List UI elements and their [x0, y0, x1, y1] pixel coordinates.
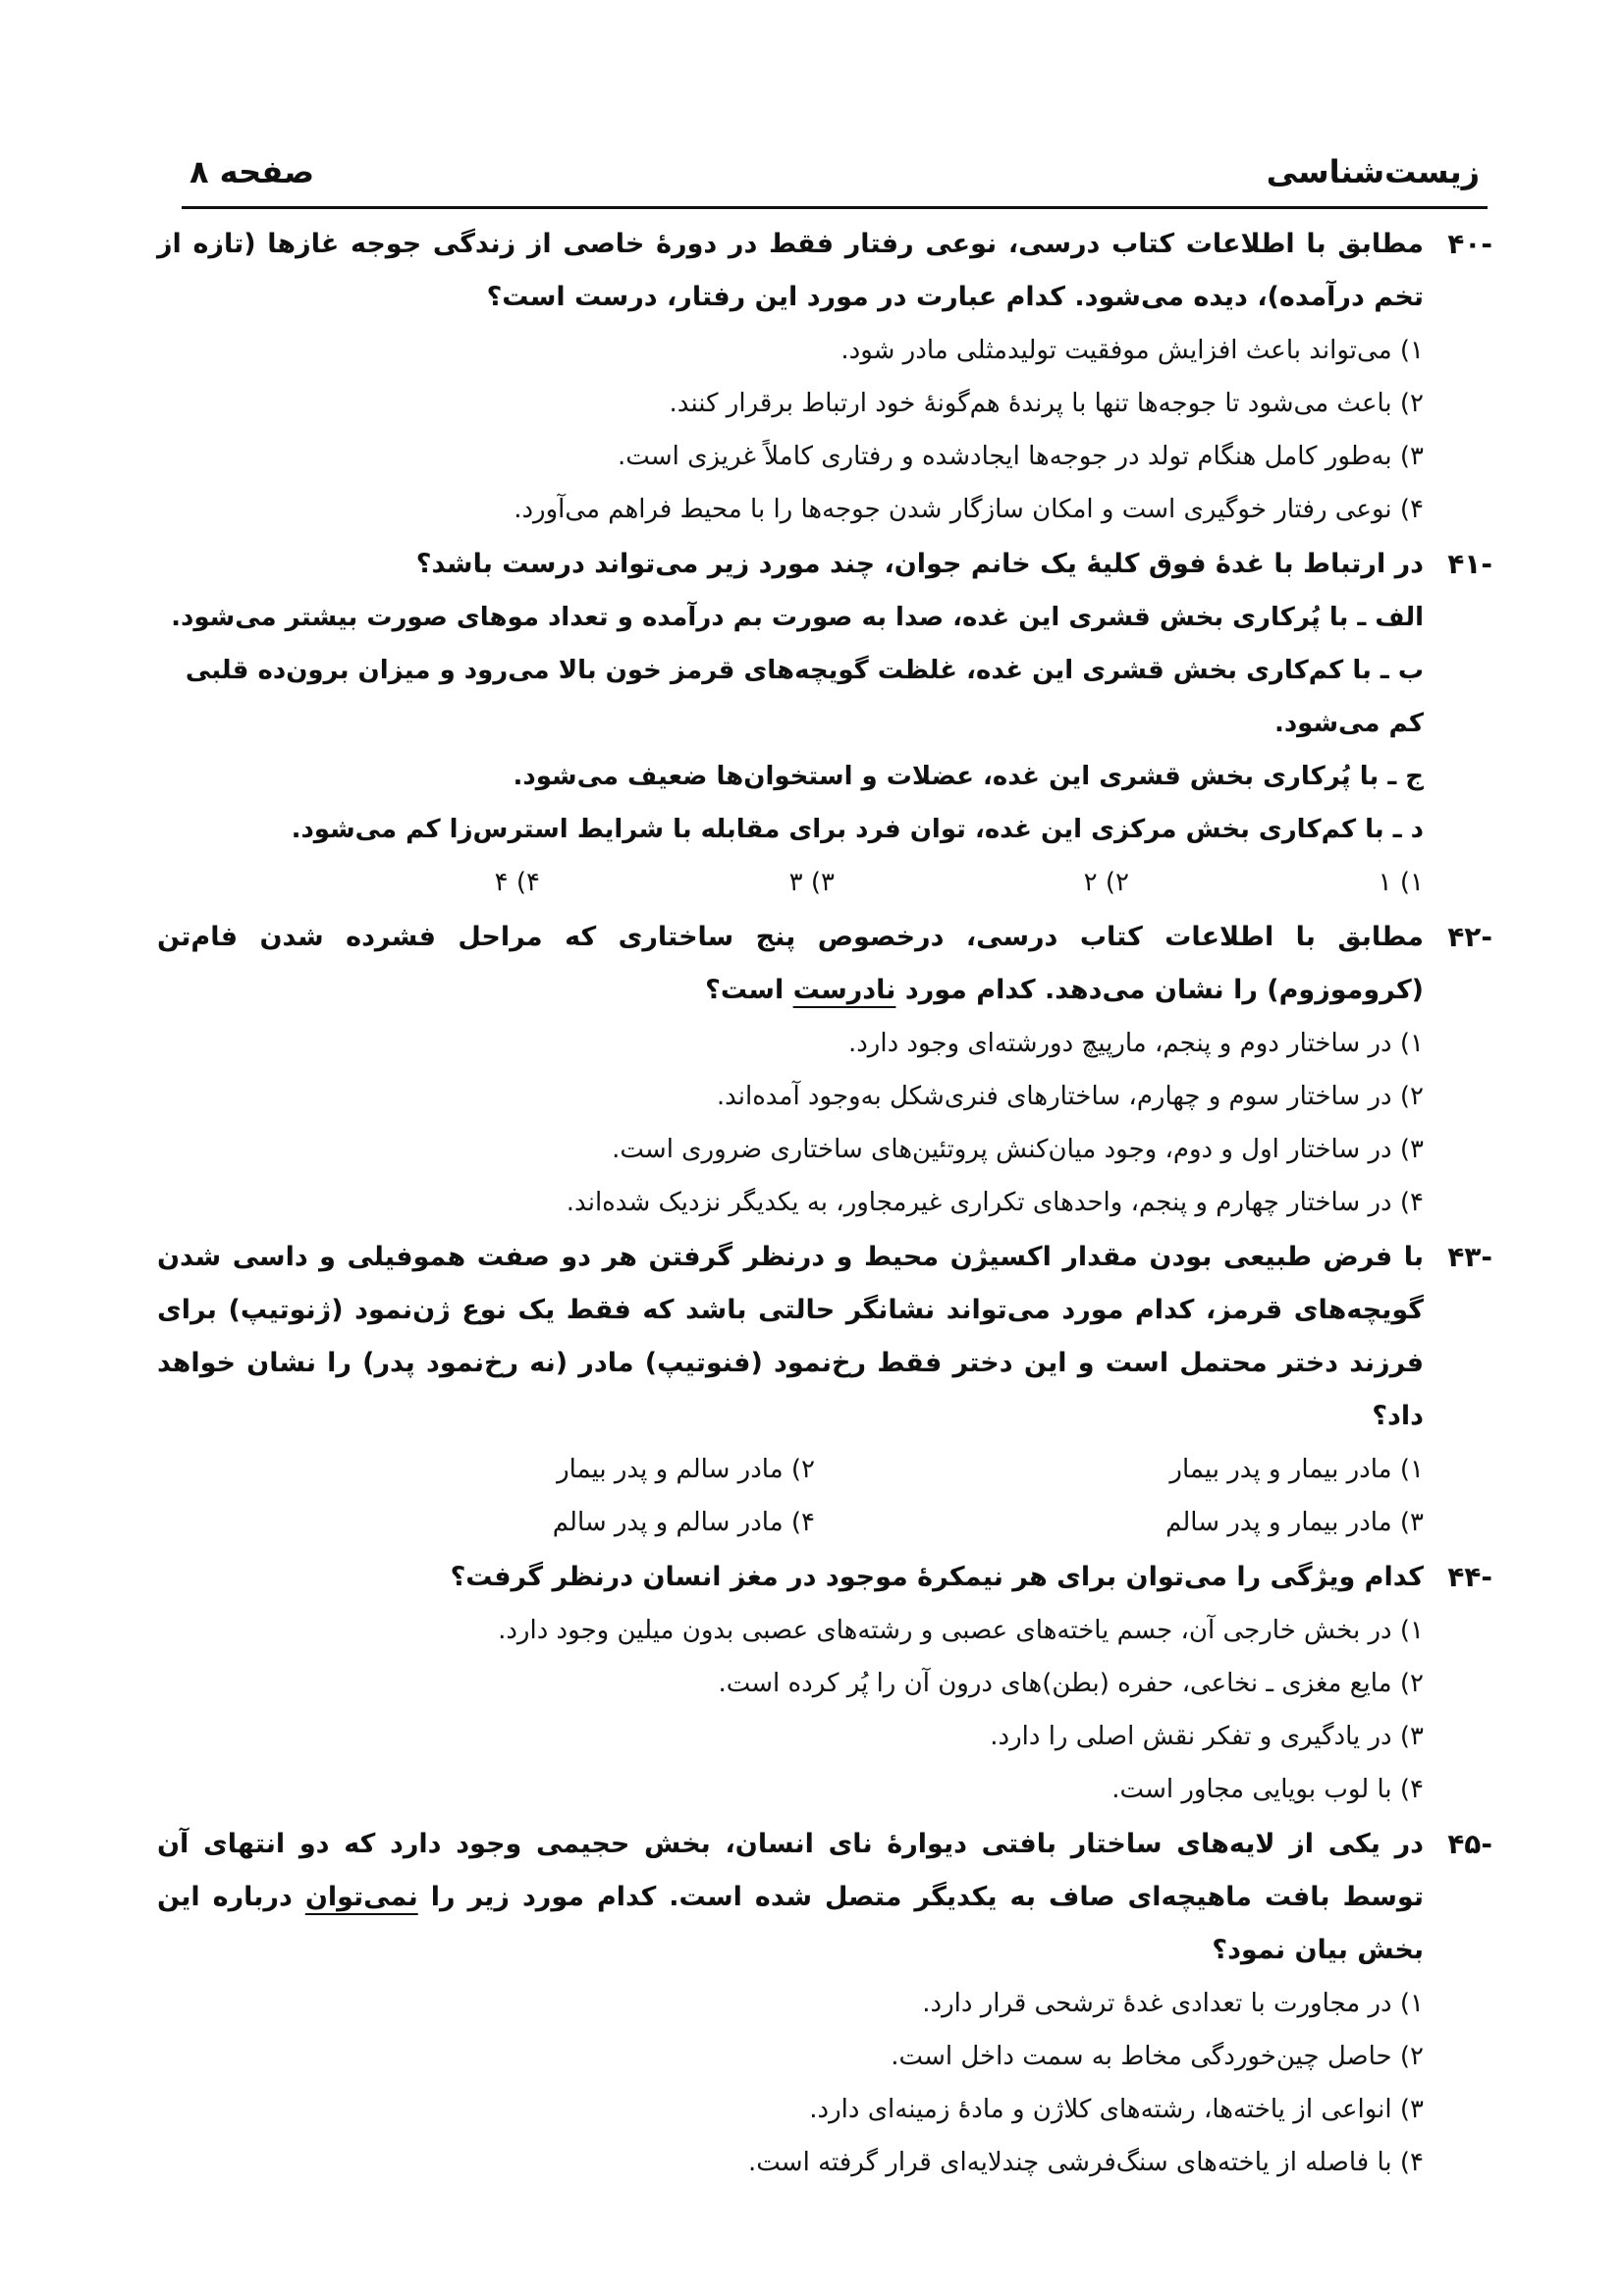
question-number: -۴۰ [1447, 228, 1492, 260]
question-45 [157, 1818, 1492, 2189]
option-1: ۱) در بخش خارجی آن، جسم یاخته‌های عصبی و رشته‌های عصبی بدون میلین وجود دارد. [498, 1616, 1424, 1645]
stem-underlined-word: نمی‌توان [304, 1882, 418, 1912]
option-1: ۱) در مجاورت با تعدادی غدهٔ ترشحی قرار دارد. [922, 1989, 1424, 2018]
option-4: ۴) مادر سالم و پدر سالم [552, 1508, 815, 1537]
question-number: -۴۳ [1447, 1241, 1492, 1273]
statement-alef: الف ـ با پُرکاری بخش قشری این غده، صدا به صورت بم درآمده و تعداد موهای صورت بیشتر می‌شود. [171, 603, 1424, 632]
option-4: ۴) با لوب بویایی مجاور است. [1111, 1775, 1424, 1804]
options-row [157, 856, 1424, 909]
question-42 [157, 911, 1492, 1229]
option-4: ۴) با فاصله از یاخته‌های سنگ‌فرشی چندلایه‌ای قرار گرفته است. [748, 2148, 1424, 2177]
question-stem: کدام ویژگی را می‌توان برای هر نیمکرهٔ موجود در مغز انسان درنظر گرفت؟ [450, 1562, 1424, 1592]
question-40 [157, 218, 1492, 536]
option-3: ۳) انواعی از یاخته‌ها، رشته‌های کلاژن و مادهٔ زمینه‌ای دارد. [809, 2095, 1424, 2124]
option-2: ۲) ۲ [1083, 868, 1129, 897]
option-4: ۴) نوعی رفتار خوگیری است و امکان سازگار شدن جوجه‌ها را با محیط فراهم می‌آورد. [514, 495, 1424, 524]
options-grid [157, 1443, 1424, 1549]
statement-be: ب ـ با کم‌کاری بخش قشری این غده، غلظت گویچه‌های قرمز خون بالا می‌رود و میزان برون‌ده قلبی کم می‌شود. [185, 656, 1424, 738]
question-number: -۴۵ [1447, 1828, 1492, 1860]
stem-underlined-word: نادرست [792, 975, 896, 1005]
option-2: ۲) در ساختار سوم و چهارم، ساختارهای فنری‌شکل به‌وجود آمده‌اند. [716, 1082, 1424, 1111]
question-stem: در ارتباط با غدهٔ فوق کلیهٔ یک خانم جوان، چند مورد زیر می‌تواند درست باشد؟ [415, 549, 1424, 579]
questions-container [157, 218, 1492, 2191]
statement-dal: د ـ با کم‌کاری بخش مرکزی این غده، توان فرد برای مقابله با شرایط استرس‌زا کم می‌شود. [291, 815, 1424, 844]
stem-text: در یکی از لایه‌های ساختار بافتی دیوارهٔ نای انسان، بخش حجیمی وجود دارد که دو انتهای آن توسط بافت ماهیچه‌ای صاف به یکدیگر متصل شده است. کدام مورد زیر را [157, 1829, 1424, 1912]
option-3: ۳) در ساختار اول و دوم، وجود میان‌کنش پروتئین‌های ساختاری ضروری است. [612, 1135, 1424, 1164]
option-1: ۱) مادر بیمار و پدر بیمار [1169, 1455, 1424, 1484]
stem-text-end: است؟ [705, 975, 793, 1005]
option-3: ۳) به‌طور کامل هنگام تولد در جوجه‌ها ایجادشده و رفتاری کاملاً غریزی است. [618, 442, 1424, 471]
question-stem: مطابق با اطلاعات کتاب درسی، نوعی رفتار فقط در دورهٔ خاصی از زندگی جوجه غازها (تازه از تخم درآمده)، دیده می‌شود. کدام عبارت در مورد این رفتار، درست است؟ [157, 229, 1424, 312]
stem-text: مطابق با اطلاعات کتاب درسی، درخصوص پنج ساختاری که مراحل فشرده شدن فام‌تن (کروموزوم) را نشان می‌دهد. کدام مورد [157, 922, 1424, 1005]
option-4: ۴) در ساختار چهارم و پنجم، واحدهای تکراری غیرمجاور، به یکدیگر نزدیک شده‌اند. [566, 1188, 1424, 1217]
option-3: ۳) مادر بیمار و پدر سالم [1165, 1508, 1424, 1537]
option-4: ۴) ۴ [494, 868, 540, 897]
option-1: ۱) می‌تواند باعث افزایش موفقیت تولیدمثلی مادر شود. [840, 336, 1424, 365]
subject-title: زیست‌شناسی [1266, 153, 1480, 190]
question-number: -۴۱ [1447, 548, 1492, 580]
option-1: ۱) ۱ [1378, 868, 1424, 897]
option-1: ۱) در ساختار دوم و پنجم، مارپیچ دورشته‌ای وجود دارد. [847, 1029, 1424, 1058]
stem-text-end: درباره این بخش بیان نمود؟ [157, 1882, 1424, 1965]
question-43 [157, 1231, 1492, 1549]
question-41 [157, 538, 1492, 909]
option-2: ۲) مادر سالم و پدر بیمار [557, 1455, 815, 1484]
option-3: ۳) ۳ [788, 868, 835, 897]
question-number: -۴۲ [1447, 921, 1492, 953]
option-2: ۲) مایع مغزی ـ نخاعی، حفره (بطن)های درون آن را پُر کرده است. [718, 1669, 1424, 1698]
question-stem [157, 911, 1424, 1017]
question-stem: با فرض طبیعی بودن مقدار اکسیژن محیط و درنظر گرفتن هر دو صفت هموفیلی و داسی شدن گویچه‌های قرمز، کدام مورد می‌تواند نشانگر حالتی باشد که فقط یک نوع ژن‌نمود (ژنوتیپ) برای فرزند دختر محتمل است و این دختر فقط رخ‌نمود (فنوتیپ) مادر (نه رخ‌نمود پدر) را نشان خواهد داد؟ [157, 1242, 1424, 1431]
option-2: ۲) باعث می‌شود تا جوجه‌ها تنها با پرندهٔ هم‌گونهٔ خود ارتباط برقرار کنند. [669, 389, 1424, 418]
question-44 [157, 1551, 1492, 1816]
option-3: ۳) در یادگیری و تفکر نقش اصلی را دارد. [990, 1722, 1424, 1751]
page-number: صفحه ۸ [189, 153, 315, 190]
option-2: ۲) حاصل چین‌خوردگی مخاط به سمت داخل است. [891, 2042, 1424, 2071]
question-stem [157, 1818, 1424, 1977]
statement-jim: ج ـ با پُرکاری بخش قشری این غده، عضلات و استخوان‌ها ضعیف می‌شود. [513, 762, 1424, 791]
page-header [182, 147, 1488, 209]
question-number: -۴۴ [1447, 1561, 1492, 1593]
